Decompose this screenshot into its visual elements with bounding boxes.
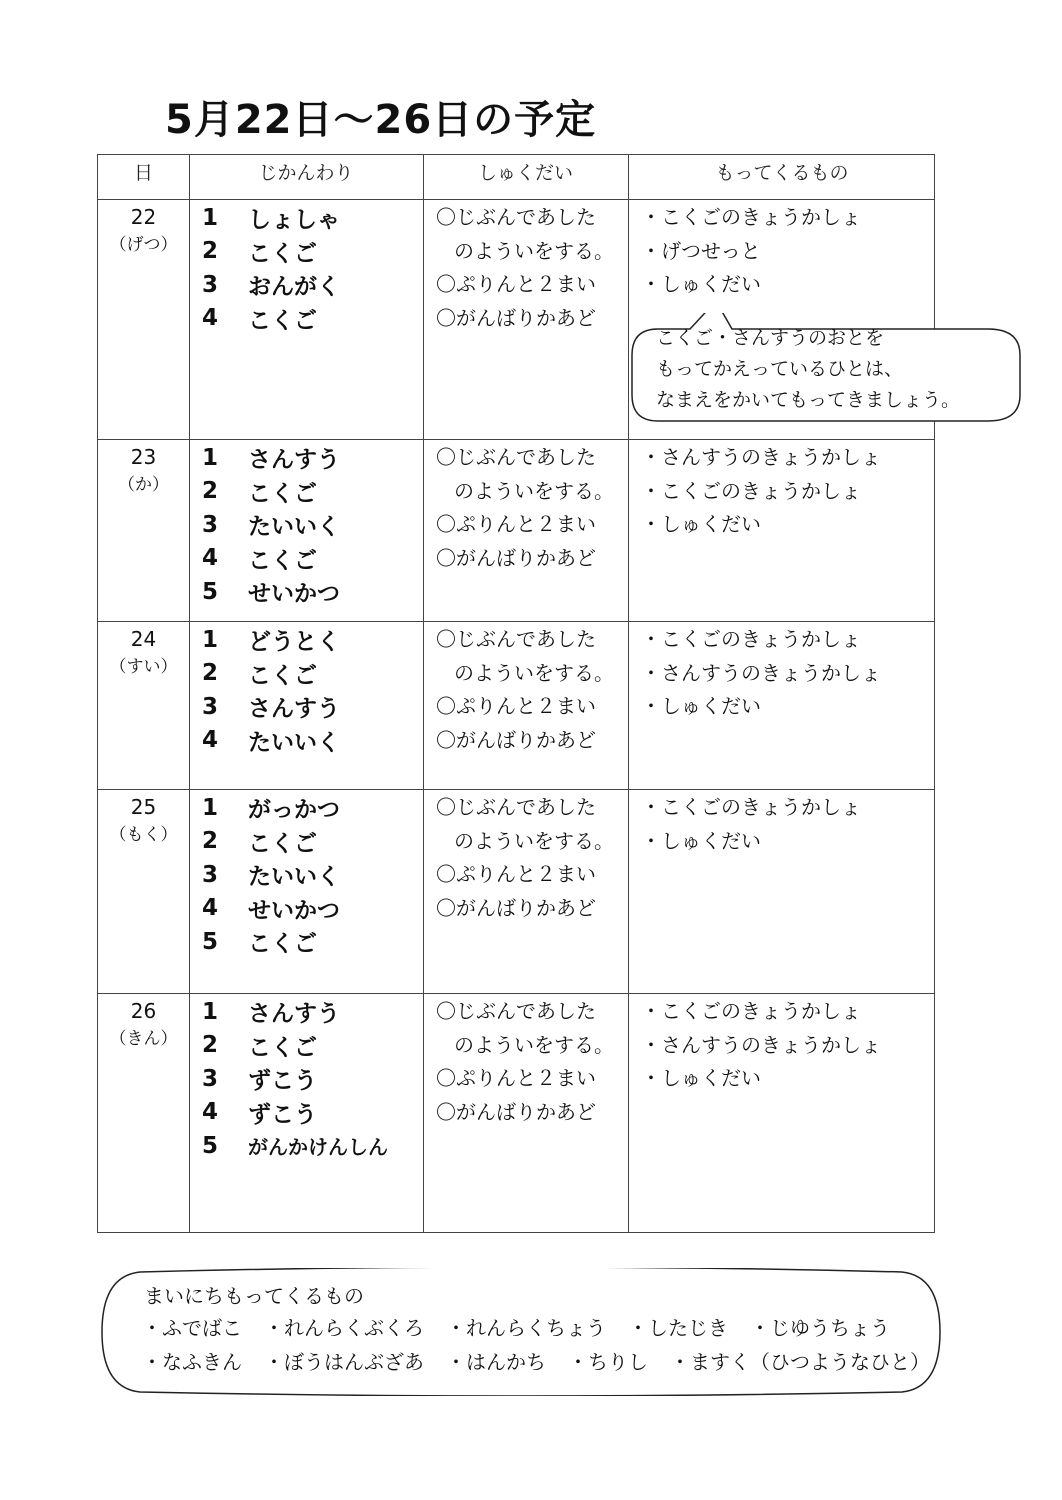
day-number: 22: [130, 205, 157, 229]
bring-item: [629, 508, 934, 542]
homework-item: 〇ぷりんと２まい: [436, 272, 596, 296]
bring-item-text: しゅくだい: [661, 512, 761, 536]
period-number: 1: [202, 444, 219, 471]
period-item: [190, 201, 423, 235]
period-item: [190, 858, 423, 892]
day-number: 23: [130, 445, 157, 469]
bullet: ・: [641, 660, 661, 685]
day-row: [98, 993, 934, 1234]
period-subject: こくご: [248, 240, 317, 267]
period-item: [190, 475, 423, 509]
homework-item: のよういをする。: [454, 1032, 614, 1057]
bullet: ・: [641, 828, 661, 853]
period-item: [190, 542, 423, 576]
day-number: 24: [130, 627, 157, 651]
timetable-cell: [190, 199, 423, 335]
period-item: [190, 791, 423, 825]
period-item: [190, 268, 423, 302]
bring-item-text: しゅくだい: [661, 1066, 761, 1090]
period-subject: せいかつ: [248, 581, 340, 608]
homework-item: 〇がんばりかあど: [436, 1099, 596, 1124]
homework-cell: [424, 993, 628, 1129]
page-title: 5月22日～26日の予定: [165, 97, 597, 143]
day-number: 25: [130, 795, 157, 819]
bullet: ・: [641, 999, 661, 1023]
bullet: ・: [641, 627, 661, 651]
bullet: ・: [641, 512, 661, 536]
homework-cell: [424, 439, 628, 575]
homework-cell: [424, 199, 628, 335]
period-subject: ずこう: [248, 1101, 317, 1128]
period-number: 3: [202, 1065, 219, 1092]
daily-items-line: [142, 1346, 952, 1375]
period-subject: おんがく: [248, 274, 340, 301]
period-item: [190, 825, 423, 859]
day-cell: [98, 439, 189, 497]
bullet: ・: [641, 272, 661, 296]
period-subject: さんすう: [248, 696, 340, 723]
period-number: 3: [202, 511, 219, 538]
day-weekday: （すい）: [109, 657, 178, 677]
period-subject: こくご: [248, 931, 317, 958]
bullet: ・: [641, 238, 661, 263]
bring-item-text: げつせっと: [661, 238, 761, 263]
daily-item: ・れんらくちょう: [446, 1316, 606, 1340]
timetable-cell: [190, 621, 423, 757]
bring-item-text: こくごのきょうかしょ: [661, 205, 861, 229]
items-cell: [629, 621, 934, 724]
day-cell: [98, 789, 189, 847]
period-number: 2: [202, 1032, 219, 1059]
homework-item: 〇ぷりんと２まい: [436, 862, 596, 886]
daily-item: ・したじき: [628, 1316, 728, 1340]
bring-item: [629, 235, 934, 269]
homework-item: 〇がんばりかあど: [436, 545, 596, 570]
bring-item: [629, 441, 934, 475]
note-balloon: [628, 313, 1023, 423]
period-subject: がんかけんしん: [248, 1135, 388, 1160]
bring-item-text: こくごのきょうかしょ: [661, 795, 861, 819]
homework-item: 〇じぶんであした: [436, 205, 596, 229]
period-subject: がっかつ: [248, 797, 340, 824]
period-number: 5: [202, 578, 219, 605]
period-item: [190, 995, 423, 1029]
period-item: [190, 892, 423, 926]
period-number: 2: [202, 238, 219, 265]
bring-item: [629, 475, 934, 509]
period-number: 4: [202, 305, 219, 332]
items-cell: [629, 199, 934, 302]
homework-item: 〇ぷりんと２まい: [436, 694, 596, 718]
header-day: 日: [133, 162, 153, 184]
homework-item: 〇ぷりんと２まい: [436, 1066, 596, 1090]
period-number: 5: [202, 1132, 219, 1159]
period-subject: こくご: [248, 307, 317, 334]
items-cell: [629, 439, 934, 542]
bullet: ・: [641, 1032, 661, 1057]
period-item: [190, 1062, 423, 1096]
bring-item-text: こくごのきょうかしょ: [661, 999, 861, 1023]
period-number: 4: [202, 895, 219, 922]
homework-item: のよういをする。: [454, 828, 614, 853]
period-number: 1: [202, 626, 219, 653]
homework-item: 〇がんばりかあど: [436, 305, 596, 330]
bring-item-text: こくごのきょうかしょ: [661, 478, 861, 503]
period-number: 4: [202, 1099, 219, 1126]
period-subject: さんすう: [248, 447, 340, 474]
bring-item: [629, 1062, 934, 1096]
bring-item-text: しゅくだい: [661, 694, 761, 718]
homework-item: 〇ぷりんと２まい: [436, 512, 596, 536]
bring-item: [629, 791, 934, 825]
period-number: 4: [202, 727, 219, 754]
period-number: 3: [202, 693, 219, 720]
period-item: [190, 575, 423, 609]
daily-items-line: [142, 1312, 912, 1341]
daily-item: ・じゆうちょう: [750, 1316, 890, 1340]
bring-item: [629, 268, 934, 302]
timetable-cell: [190, 993, 423, 1163]
period-number: 5: [202, 928, 219, 955]
period-item: [190, 657, 423, 691]
daily-items-box: [100, 1268, 942, 1396]
daily-item: ・はんかち: [446, 1350, 546, 1374]
period-item: [190, 235, 423, 269]
bring-item: [629, 825, 934, 859]
day-weekday: （きん）: [109, 1029, 178, 1049]
homework-item: 〇じぶんであした: [436, 627, 596, 651]
bring-item-text: さんすうのきょうかしょ: [661, 660, 881, 685]
bullet: ・: [641, 478, 661, 503]
bring-item-text: しゅくだい: [661, 272, 761, 296]
timetable-cell: [190, 439, 423, 609]
day-number: 26: [130, 999, 157, 1023]
homework-item: 〇がんばりかあど: [436, 895, 596, 920]
bring-item: [629, 995, 934, 1029]
period-number: 3: [202, 271, 219, 298]
period-subject: ずこう: [248, 1068, 317, 1095]
period-number: 2: [202, 828, 219, 855]
homework-item: のよういをする。: [454, 478, 614, 503]
period-item: [190, 302, 423, 336]
note-line: こくご・さんすうのおとを: [656, 327, 885, 349]
period-item: [190, 1029, 423, 1063]
daily-item: ・ちりし: [568, 1350, 648, 1374]
period-item: [190, 724, 423, 758]
period-subject: たいいく: [248, 864, 340, 891]
bullet: ・: [641, 1066, 661, 1090]
period-item: [190, 441, 423, 475]
items-cell: [629, 789, 934, 858]
homework-item: 〇じぶんであした: [436, 445, 596, 469]
header-items: もってくるもの: [715, 162, 849, 184]
day-weekday: （か）: [118, 475, 169, 495]
homework-item: 〇がんばりかあど: [436, 727, 596, 752]
period-item: [190, 1129, 423, 1163]
day-cell: [98, 621, 189, 679]
daily-item: ・ますく（ひつようなひと）: [670, 1350, 930, 1374]
period-item: [190, 690, 423, 724]
daily-item: ・なふきん: [142, 1350, 242, 1374]
daily-item: ・れんらくぶくろ: [264, 1316, 424, 1340]
period-number: 4: [202, 545, 219, 572]
homework-item: のよういをする。: [454, 238, 614, 263]
homework-cell: [424, 789, 628, 925]
bullet: ・: [641, 445, 661, 469]
bring-item-text: こくごのきょうかしょ: [661, 627, 861, 651]
period-subject: さんすう: [248, 1001, 340, 1028]
header-homework: しゅくだい: [477, 162, 573, 184]
header-timetable: じかんわり: [258, 162, 354, 184]
day-cell: [98, 993, 189, 1051]
timetable-cell: [190, 789, 423, 959]
bring-item: [629, 690, 934, 724]
period-subject: せいかつ: [248, 897, 340, 924]
bring-item: [629, 657, 934, 691]
bring-item-text: さんすうのきょうかしょ: [661, 1032, 881, 1057]
bullet: ・: [641, 795, 661, 819]
day-row: [98, 439, 934, 621]
bring-item: [629, 1029, 934, 1063]
homework-item: 〇じぶんであした: [436, 795, 596, 819]
period-number: 3: [202, 861, 219, 888]
bring-item-text: しゅくだい: [661, 828, 761, 853]
period-item: [190, 925, 423, 959]
day-weekday: （げつ）: [109, 235, 178, 255]
day-row: [98, 789, 934, 993]
period-number: 1: [202, 998, 219, 1025]
period-subject: こくご: [248, 1034, 317, 1061]
note-line: なまえをかいてもってきましょう。: [656, 389, 961, 411]
bring-item-text: さんすうのきょうかしょ: [661, 445, 881, 469]
note-line: もってかえっているひとは、: [656, 358, 904, 380]
period-subject: こくご: [248, 662, 317, 689]
period-subject: しょしゃ: [248, 207, 340, 234]
period-item: [190, 1096, 423, 1130]
items-cell: [629, 993, 934, 1096]
day-row: [98, 621, 934, 789]
period-number: 1: [202, 204, 219, 231]
period-item: [190, 508, 423, 542]
day-cell: [98, 199, 189, 257]
bullet: ・: [641, 694, 661, 718]
daily-item: ・ふでばこ: [142, 1316, 242, 1340]
period-subject: たいいく: [248, 729, 340, 756]
homework-item: のよういをする。: [454, 660, 614, 685]
period-number: 2: [202, 660, 219, 687]
homework-cell: [424, 621, 628, 757]
homework-item: 〇じぶんであした: [436, 999, 596, 1023]
day-weekday: （もく）: [109, 825, 178, 845]
period-subject: たいいく: [248, 514, 340, 541]
bring-item: [629, 201, 934, 235]
bullet: ・: [641, 205, 661, 229]
period-number: 2: [202, 478, 219, 505]
daily-item: ・ぼうはんぶざあ: [264, 1350, 424, 1374]
period-subject: どうとく: [248, 629, 340, 656]
period-item: [190, 623, 423, 657]
daily-items-title: まいにちもってくるもの: [144, 1284, 364, 1308]
period-subject: こくご: [248, 547, 317, 574]
bring-item: [629, 623, 934, 657]
period-subject: こくご: [248, 830, 317, 857]
period-subject: こくご: [248, 480, 317, 507]
period-number: 1: [202, 794, 219, 821]
